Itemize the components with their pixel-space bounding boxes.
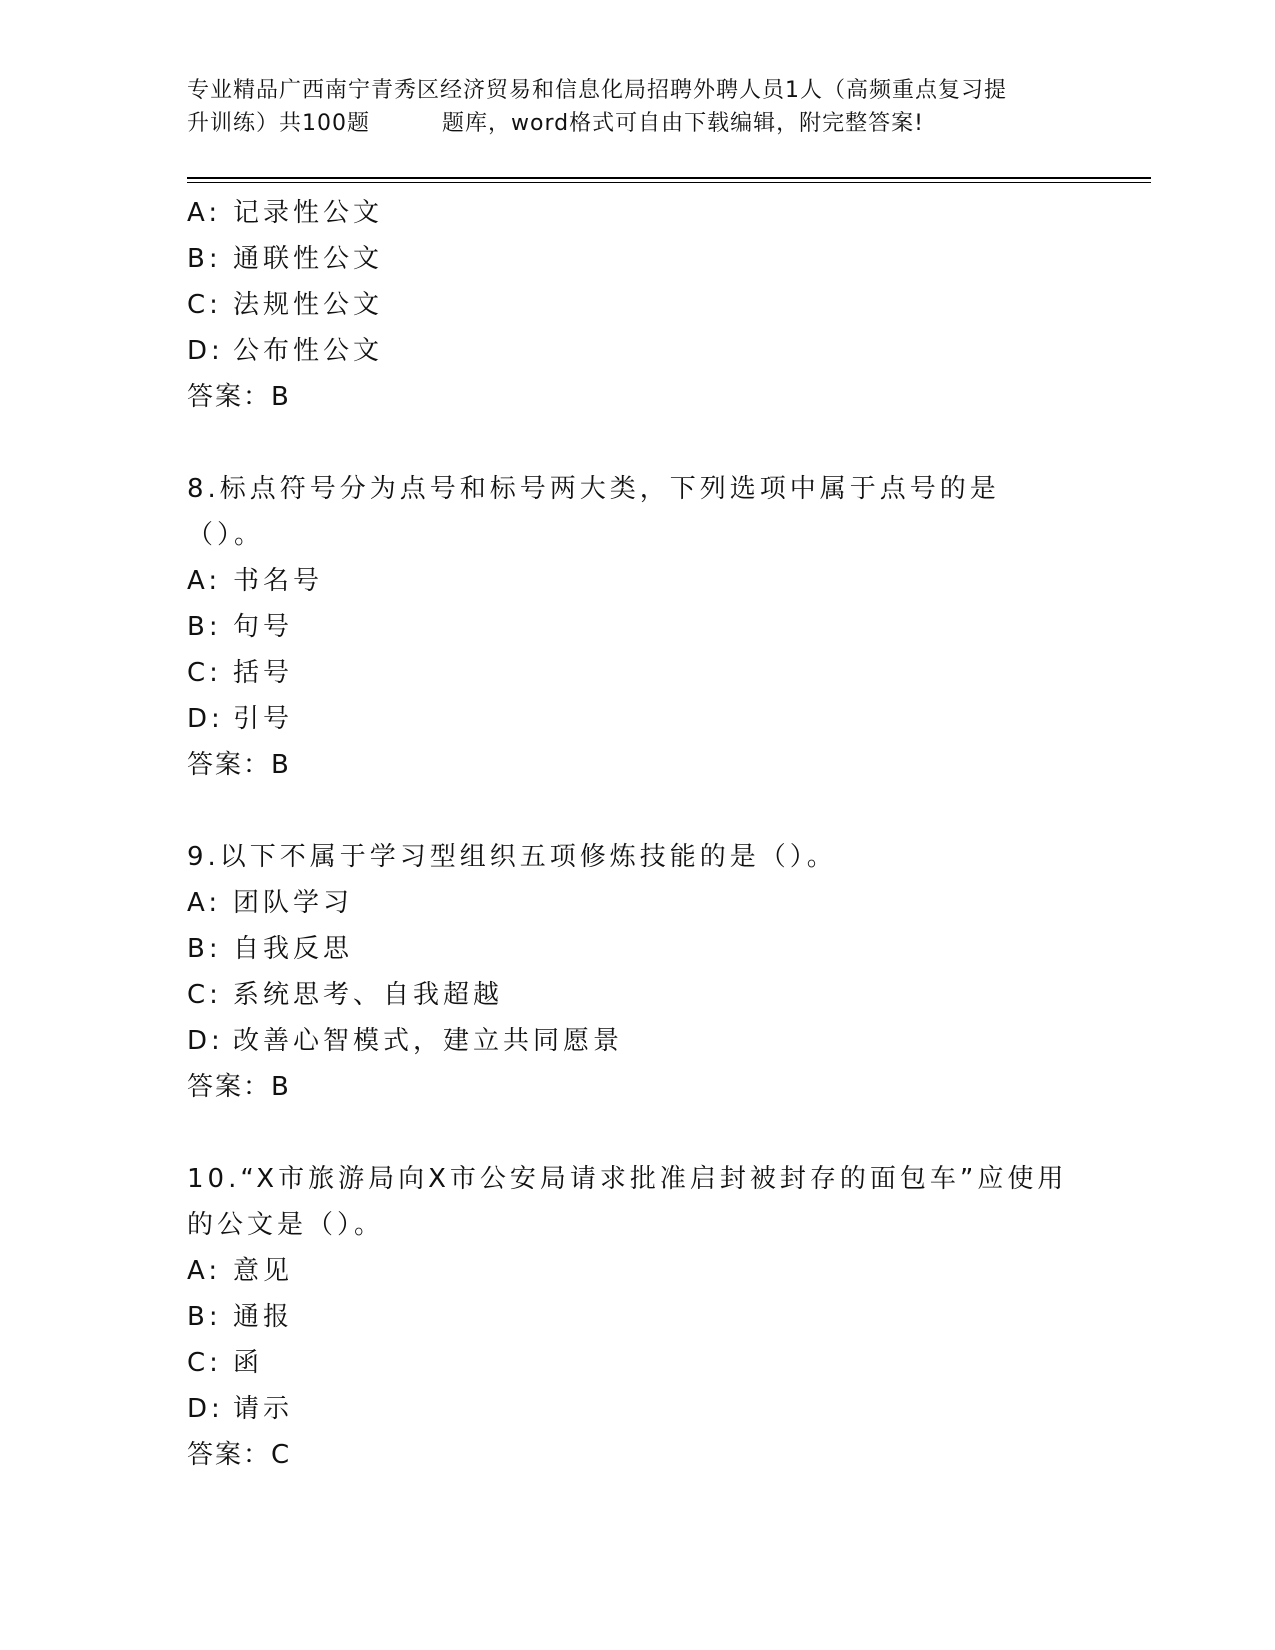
question-list — [187, 190, 1087, 1478]
option-label: A: — [187, 198, 222, 228]
answer-line: 答案：B — [187, 382, 291, 412]
option-c — [187, 972, 1087, 1018]
option-label: B: — [187, 612, 222, 642]
option-d — [187, 328, 1087, 374]
spacer — [187, 420, 1087, 466]
option-label: A: — [187, 566, 222, 596]
option-label: B: — [187, 244, 222, 274]
option-text: 记录性公文 — [233, 198, 384, 228]
option-a — [187, 558, 1087, 604]
option-b — [187, 1294, 1087, 1340]
header-title-line-2 — [187, 107, 1087, 140]
option-text: 通报 — [233, 1302, 294, 1332]
option-text: 改善心智模式，建立共同愿景 — [233, 1026, 624, 1056]
question-text-line-1: 10.“X市旅游局向X市公安局请求批准启封被封存的面包车”应使用 — [187, 1164, 1068, 1194]
option-text: 意见 — [233, 1256, 294, 1286]
option-c — [187, 282, 1087, 328]
option-b — [187, 236, 1087, 282]
option-a — [187, 190, 1087, 236]
option-d — [187, 696, 1087, 742]
question-block-10 — [187, 1156, 1087, 1478]
option-label: B: — [187, 1302, 222, 1332]
option-text: 自我反思 — [233, 934, 354, 964]
option-label: C: — [187, 980, 222, 1010]
spacer — [187, 788, 1087, 834]
answer-line: 答案：C — [187, 1440, 292, 1470]
option-text: 请示 — [233, 1394, 294, 1424]
spacer — [187, 1110, 1087, 1156]
option-text: 函 — [233, 1348, 264, 1378]
option-d — [187, 1018, 1087, 1064]
option-label: C: — [187, 1348, 222, 1378]
header-divider — [187, 177, 1151, 183]
option-text: 句号 — [233, 612, 294, 642]
option-text: 法规性公文 — [233, 290, 384, 320]
option-text: 通联性公文 — [233, 244, 384, 274]
option-label: C: — [187, 658, 222, 688]
option-c — [187, 650, 1087, 696]
document-header — [187, 74, 1087, 140]
option-label: D: — [187, 1026, 224, 1056]
option-text: 引号 — [233, 704, 294, 734]
option-text: 系统思考、自我超越 — [233, 980, 504, 1010]
header-title-part-b: 题库，word格式可自由下载编辑，附完整答案! — [442, 111, 924, 136]
option-c — [187, 1340, 1087, 1386]
question-block-8 — [187, 466, 1087, 788]
option-label: D: — [187, 1394, 224, 1424]
option-label: D: — [187, 336, 224, 366]
answer-line: 答案：B — [187, 750, 291, 780]
option-label: C: — [187, 290, 222, 320]
question-text: 8.标点符号分为点号和标号两大类，下列选项中属于点号的是（）。 — [187, 474, 1000, 550]
option-a — [187, 1248, 1087, 1294]
question-block-9 — [187, 834, 1087, 1110]
question-text-line-2: 的公文是（）。 — [187, 1210, 385, 1240]
option-label: B: — [187, 934, 222, 964]
option-text: 公布性公文 — [233, 336, 384, 366]
header-title-line-1: 专业精品广西南宁青秀区经济贸易和信息化局招聘外聘人员1人（高频重点复习提 — [187, 78, 1007, 103]
question-text: 9.以下不属于学习型组织五项修炼技能的是（）。 — [187, 842, 837, 872]
option-text: 括号 — [233, 658, 294, 688]
option-b — [187, 604, 1087, 650]
option-a — [187, 880, 1087, 926]
option-label: A: — [187, 888, 222, 918]
option-text: 团队学习 — [233, 888, 354, 918]
option-text: 书名号 — [233, 566, 324, 596]
option-label: A: — [187, 1256, 222, 1286]
option-d — [187, 1386, 1087, 1432]
header-title-part-a: 升训练）共100题 — [187, 111, 370, 136]
answer-line: 答案：B — [187, 1072, 291, 1102]
question-block-7 — [187, 190, 1087, 420]
option-label: D: — [187, 704, 224, 734]
option-b — [187, 926, 1087, 972]
